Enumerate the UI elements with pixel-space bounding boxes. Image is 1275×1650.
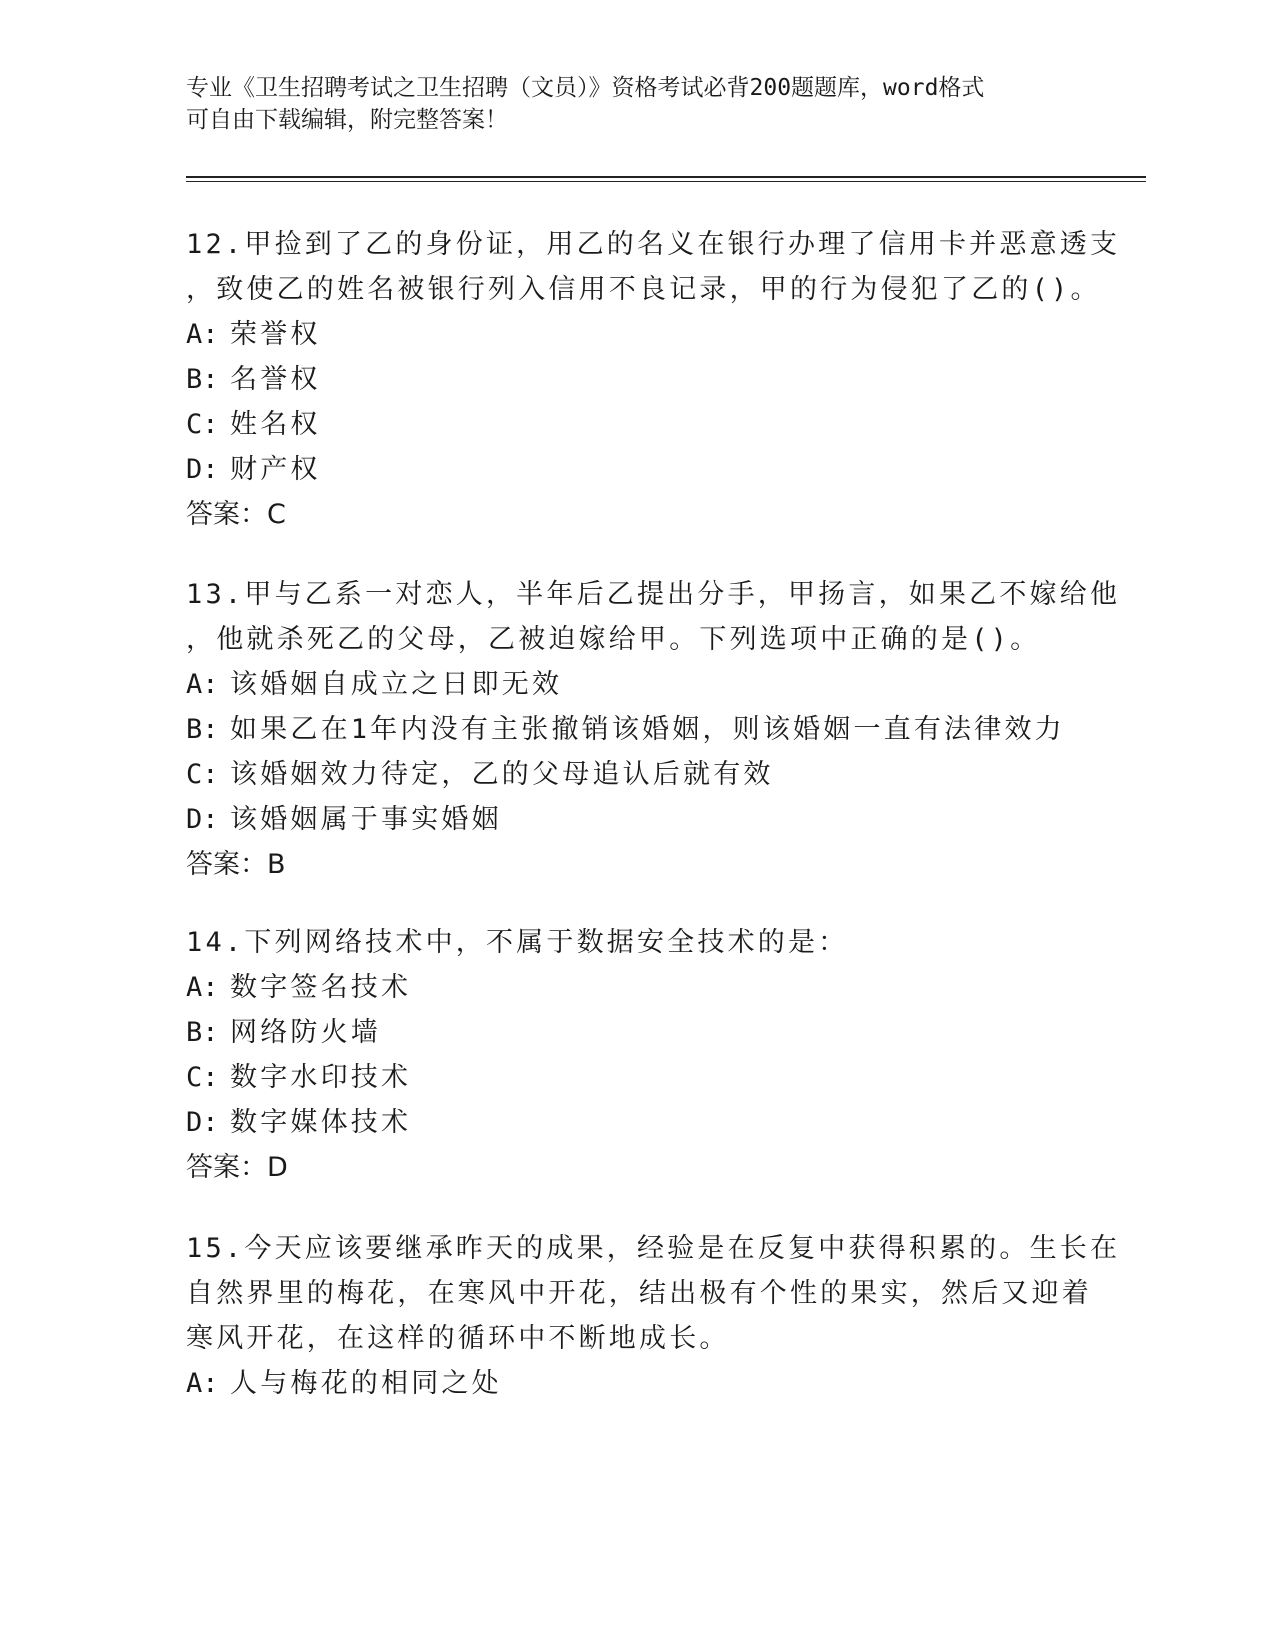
question-14 [186,920,1086,1190]
option-text: 财产权 [230,454,321,485]
option-letter: B: [186,364,219,395]
option-d [186,797,1086,842]
question-stem-line: 15.今天应该要继承昨天的成果，经验是在反复中获得积累的。生长在 [186,1233,1121,1264]
option-text: 人与梅花的相同之处 [230,1368,502,1399]
header-divider-thin [186,181,1146,182]
question-13 [186,572,1121,887]
question-stem-line: 自然界里的梅花，在寒风中开花，结出极有个性的果实，然后又迎着 [186,1278,1092,1309]
option-letter: A: [186,319,219,350]
question-stem-line: ，他就杀死乙的父母，乙被迫嫁给甲。下列选项中正确的是()。 [186,624,1041,655]
option-letter: A: [186,669,219,700]
option-text: 数字签名技术 [230,972,412,1003]
question-stem-line: 14.下列网络技术中，不属于数据安全技术的是： [186,927,849,958]
option-text: 该婚姻效力待定，乙的父母追认后就有效 [230,759,774,790]
option-text: 数字水印技术 [230,1062,412,1093]
option-letter: D: [186,804,219,835]
option-a [186,1361,1086,1406]
header-divider-thick [186,176,1146,178]
question-12 [186,222,1121,537]
option-text: 网络防火墙 [230,1017,381,1048]
question-stem-line: 12.甲捡到了乙的身份证，用乙的名义在银行办理了信用卡并恶意透支 [186,229,1121,260]
option-a [186,662,1086,707]
option-a [186,965,1086,1010]
question-stem-line: 寒风开花，在这样的循环中不断地成长。 [186,1323,730,1354]
option-letter: A: [186,1368,219,1399]
option-letter: C: [186,759,219,790]
option-d [186,447,1086,492]
header-line-1: 专业《卫生招聘考试之卫生招聘（文员）》资格考试必背200题题库，word格式 [186,75,985,101]
option-d [186,1100,1086,1145]
option-text: 名誉权 [230,364,321,395]
question-stem-line: ，致使乙的姓名被银行列入信用不良记录，甲的行为侵犯了乙的()。 [186,274,1101,305]
option-text: 数字媒体技术 [230,1107,412,1138]
option-text: 姓名权 [230,409,321,440]
question-stem-line: 13.甲与乙系一对恋人，半年后乙提出分手，甲扬言，如果乙不嫁给他 [186,579,1121,610]
option-a [186,312,1086,357]
option-c [186,1055,1086,1100]
option-b [186,707,1086,752]
document-header [186,72,1066,136]
option-letter: B: [186,1017,219,1048]
answer-line: 答案：D [186,1152,288,1183]
option-letter: B: [186,714,219,745]
header-line-2: 可自由下载编辑，附完整答案！ [186,107,508,133]
option-letter: C: [186,1062,219,1093]
option-c [186,752,1086,797]
answer-line: 答案：C [186,499,286,530]
option-b [186,357,1086,402]
option-letter: D: [186,1107,219,1138]
option-letter: D: [186,454,219,485]
option-text: 该婚姻自成立之日即无效 [230,669,563,700]
option-text: 该婚姻属于事实婚姻 [230,804,502,835]
option-c [186,402,1086,447]
answer-line: 答案：B [186,849,286,880]
question-15 [186,1226,1121,1406]
option-text: 荣誉权 [230,319,321,350]
option-letter: C: [186,409,219,440]
option-b [186,1010,1086,1055]
option-text: 如果乙在1年内没有主张撤销该婚姻，则该婚姻一直有法律效力 [230,714,1065,745]
option-letter: A: [186,972,219,1003]
